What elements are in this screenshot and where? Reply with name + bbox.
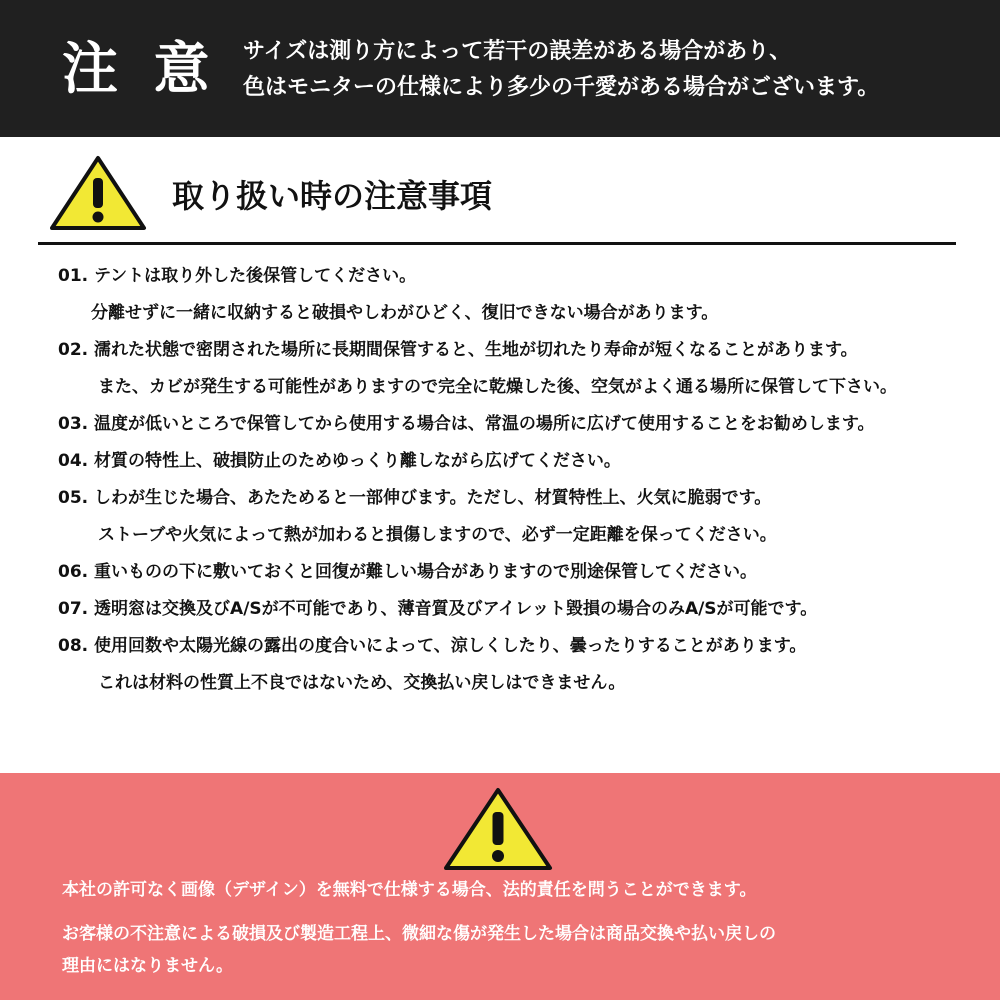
section-heading: 取り扱い時の注意事項 — [172, 177, 493, 215]
footer-line-3: 理由にはなりません。 — [62, 956, 234, 976]
notice-line-1: サイズは測り方によって若干の誤差がある場合があり、 — [243, 39, 792, 64]
list-item: また、カビが発生する可能性がありますので完全に乾燥した後、空気がよく通る場所に保管して下さい。 — [98, 377, 897, 397]
list-item: 08. 使用回数や太陽光線の露出の度合いによって、涼しくしたり、曇ったりすることがあります。 — [58, 636, 807, 656]
notice-text — [243, 34, 879, 106]
footer-warning — [0, 773, 1000, 1000]
list-item: ストーブや火気によって熱が加わると損傷しますので、必ず一定距離を保ってください。 — [98, 525, 777, 545]
footer-line-1: 本社の許可なく画像（デザイン）を無料で仕様する場合、法的責任を問うことができます。 — [62, 880, 757, 900]
list-item: 07. 透明窓は交換及びA/Sが不可能であり、薄音質及びアイレット毀損の場合のみA/Sが可能です。 — [58, 599, 818, 619]
list-item: 02. 濡れた状態で密閉された場所に長期間保管すると、生地が切れたり寿命が短くなることがあります。 — [58, 340, 858, 360]
heading-divider — [38, 242, 956, 245]
footer-line-2: お客様の不注意による破損及び製造工程上、微細な傷が発生した場合は商品交換や払い戻しの — [62, 924, 776, 944]
list-item: 分離せずに一緒に収納すると破損やしわがひどく、復旧できない場合があります。 — [91, 303, 719, 323]
list-item: 01. テントは取り外した後保管してください。 — [58, 266, 417, 286]
warning-triangle-icon — [442, 786, 554, 876]
notice-bar — [0, 0, 1000, 137]
list-item: 06. 重いものの下に敷いておくと回復が難しい場合がありますので別途保管してください。 — [58, 562, 758, 582]
list-item: 04. 材質の特性上、破損防止のためゆっくり離しながら広げてください。 — [58, 451, 621, 471]
list-item: これは材料の性質上不良ではないため、交換払い戻しはできません。 — [98, 673, 626, 693]
caution-list — [58, 258, 988, 702]
warning-triangle-icon — [48, 154, 148, 232]
list-item: 05. しわが生じた場合、あたためると一部伸びます。ただし、材質特性上、火気に脆弱です。 — [58, 488, 772, 508]
notice-line-2: 色はモニターの仕様により多少の千愛がある場合がございます。 — [243, 75, 880, 100]
list-item: 03. 温度が低いところで保管してから使用する場合は、常温の場所に広げて使用することをお勧めします。 — [58, 414, 875, 434]
notice-title: 注 意 — [62, 37, 218, 102]
